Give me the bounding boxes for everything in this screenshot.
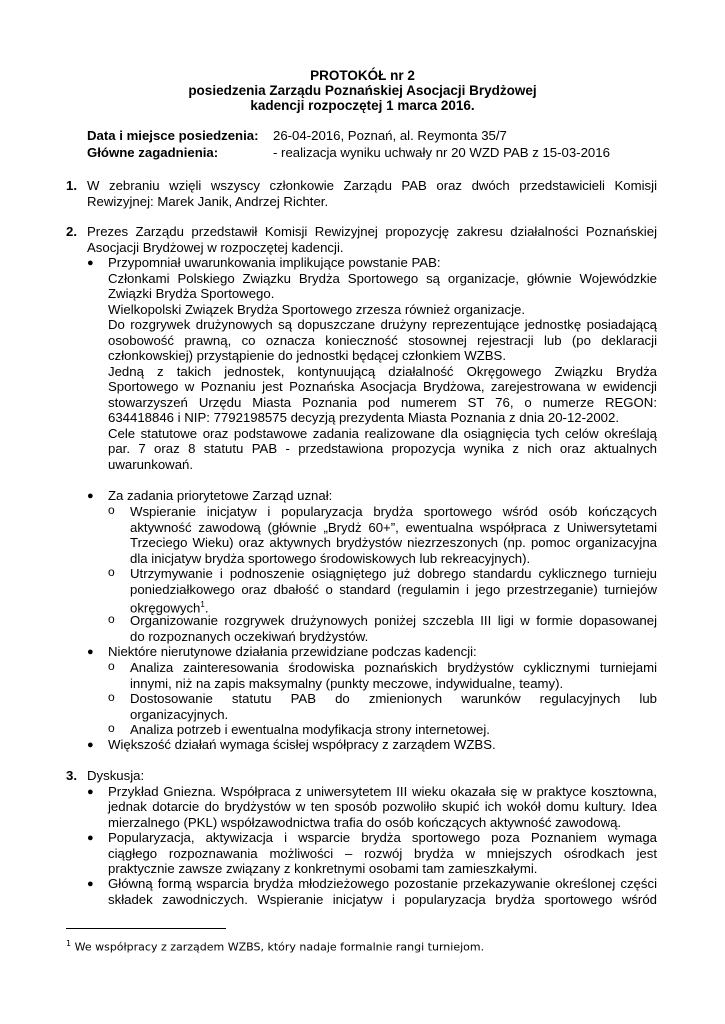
section-2-line: Asocjacji Brydżowej w rozpoczętej kadencji. <box>87 240 344 255</box>
topics-label: Główne zagadnienia: <box>87 145 219 160</box>
bullet-icon: ● <box>87 878 94 890</box>
sub-bullet-line: dla inicjatyw brydża sportowego środowiskowych lub rekreacyjnych). <box>130 551 531 566</box>
section-1-line: Rewizyjnej: Marek Janik, Andrzej Richter. <box>87 194 329 209</box>
bullet-head: Przypomniał uwarunkowania implikujące powstanie PAB: <box>108 255 441 270</box>
bullet-line: ciągłego rozpoznawania możliwości – rozwój brydża w mniejszych ośrodkach jest <box>108 846 657 861</box>
bullet-line: Główną formą wsparcia brydża młodzieżowego pozostanie przekazywanie określonej części <box>108 876 657 891</box>
bullet-head: Niektóre nierutynowe działania przewidziane podczas kadencji: <box>108 644 477 659</box>
section-3-head: Dyskusja: <box>87 768 145 783</box>
sub-bullet-line: okręgowych$^1$. <box>130 600 209 616</box>
bullet-line: Wielkopolski Związek Brydża Sportowego zrzesza również organizacje. <box>108 302 526 317</box>
bullet-line: uwarunkowań. <box>108 457 194 472</box>
bullet-line: mierzalnego (PKL) współzawodnictwa trafia do osób kończących aktywność zawodową. <box>108 815 622 830</box>
bullet-icon: ● <box>87 490 94 502</box>
sub-bullet-line: do rozpoznanych oczekiwań brydżystów. <box>130 629 369 644</box>
bullet-icon: ● <box>87 646 94 658</box>
sub-bullet-icon: o <box>108 690 115 704</box>
bullet-icon: ● <box>87 257 94 269</box>
section-1-number: 1. <box>66 178 77 193</box>
footnote-mark: 1 <box>66 939 72 948</box>
footnote-text: We współpracy z zarządem WZBS, który nadaje formalnie rangi turniejom. <box>74 940 485 954</box>
section-2-number: 2. <box>66 224 77 239</box>
document-title: PROTOKÓŁ nr 2 <box>310 68 415 83</box>
footnote-ref[interactable]: 1 <box>200 600 205 609</box>
sub-bullet-line: Trzeciego Wieku) oraz aktywnych brydżystów niezrzeszonych (np. pomoc organizacyjna <box>130 535 657 550</box>
sub-bullet-line: poniedziałkowego oraz dbałość o standard (regulamin i jego przestrzeganie) turniejów <box>130 582 657 597</box>
section-3-number: 3. <box>66 768 77 783</box>
bullet-line: par. 7 oraz 8 statutu PAB - przedstawiona propozycja wynika z nich oraz aktualnych <box>108 441 657 456</box>
topics-value: - realizacja wyniku uchwały nr 20 WZD PAB z 15-03-2016 <box>273 145 610 160</box>
bullet-line: Przykład Gniezna. Współpraca z uniwersytetem III wieku okazała się w praktyce kosztowna, <box>108 784 657 799</box>
date-value: 26-04-2016, Poznań, al. Reymonta 35/7 <box>273 128 507 143</box>
document-subtitle: posiedzenia Zarządu Poznańskiej Asocjacji Brydżowej <box>188 83 537 98</box>
document-subtitle-term: kadencji rozpoczętej 1 marca 2016. <box>250 98 475 113</box>
sub-bullet-icon: o <box>108 721 115 735</box>
sub-bullet-line: Dostosowanie statutu PAB do zmienionych warunków regulacyjnych lub <box>130 691 657 706</box>
sub-bullet-line: Analiza potrzeb i ewentualna modyfikacja strony internetowej. <box>130 722 490 737</box>
bullet-line: osobowość prawną, co oznacza konieczność stosownej rejestracji lub (po deklaracji <box>108 333 657 348</box>
section-2-line: Prezes Zarządu przedstawił Komisji Rewizyjnej propozycję zakresu działalności Poznańskiej <box>87 224 657 239</box>
bullet-line: jednak dotarcie do brydżystów w ten sposób pozwoliło skupić ich wokół domu kultury. Idea <box>108 799 657 814</box>
bullet-icon: ● <box>87 832 94 844</box>
bullet-line: składek zawodniczych. Wspieranie inicjatyw i popularyzacja brydża sportowego wśród <box>108 892 657 907</box>
sub-bullet-line: Utrzymywanie i podnoszenie osiągniętego już dobrego standardu cyklicznego turnieju <box>130 566 657 581</box>
sub-bullet-line: Wspieranie inicjatyw i popularyzacja brydża sportowego wśród osób kończących <box>130 504 657 519</box>
bullet-line: Popularyzacja, aktywizacja i wsparcie brydża sportowego poza Poznaniem wymaga <box>108 830 657 845</box>
bullet-head: Większość działań wymaga ścisłej współpracy z zarządem WZBS. <box>108 737 496 752</box>
sub-bullet-line: aktywność zawodową (głównie „Brydż 60+”, ewentualna współpraca z Uniwersytetami <box>130 520 657 535</box>
bullet-line: 634418846 i NIP: 7792198575 decyzją prezydenta Miasta Poznania z dnia 20-12-2002. <box>108 410 620 425</box>
sub-bullet-icon: o <box>108 659 115 673</box>
sub-bullet-line: organizacyjnych. <box>130 707 229 722</box>
sub-bullet-icon: o <box>108 612 115 626</box>
sub-bullet-icon: o <box>108 565 115 579</box>
sub-bullet-icon: o <box>108 503 115 517</box>
date-label: Data i miejsce posiedzenia: <box>87 128 259 143</box>
bullet-head: Za zadania priorytetowe Zarząd uznał: <box>108 488 333 503</box>
bullet-line: Do rozgrywek drużynowych są dopuszczane drużyny reprezentujące jednostkę posiadającą <box>108 317 657 332</box>
bullet-icon: ● <box>87 786 94 798</box>
bullet-line: członkowskiej) przystąpienie do jednostki będącej członkiem WZBS. <box>108 348 506 363</box>
section-1-line: W zebraniu wzięli wszyscy członkowie Zarządu PAB oraz dwóch przedstawicieli Komisji <box>87 178 657 193</box>
bullet-icon: ● <box>87 739 94 751</box>
bullet-line: Sportowego w Poznaniu jest Poznańska Asocjacja Brydżowa, zarejestrowana w ewidencji <box>108 379 657 394</box>
bullet-line: Członkami Polskiego Związku Brydża Sportowego są organizacje, głównie Wojewódzkie <box>108 271 657 286</box>
bullet-line: Związki Brydża Sportowego. <box>108 286 275 301</box>
bullet-line: praktycznie zawsze związany z konkretnymi osobami tam zamieszkałymi. <box>108 861 538 876</box>
bullet-line: Jedną z takich jednostek, kontynuującą działalność Okręgowego Związku Brydża <box>108 364 657 379</box>
sub-bullet-line: Analiza zainteresowania środowiska poznańskich brydżystów cyklicznymi turniejami <box>130 660 657 675</box>
sub-bullet-line: innymi, niż na zapis maksymalny (punkty meczowe, indywidualne, teamy). <box>130 676 564 691</box>
sub-bullet-line: Organizowanie rozgrywek drużynowych poniżej szczebla III ligi w formie dopasowanej <box>130 613 657 628</box>
footnote-divider <box>66 928 226 929</box>
bullet-line: Cele statutowe oraz podstawowe zadania realizowane dla osiągnięcia tych celów określają <box>108 426 657 441</box>
bullet-line: stowarzyszeń Urzędu Miasta Poznania pod numerem ST 76, o numerze REGON: <box>108 395 657 410</box>
footnote <box>66 937 484 954</box>
